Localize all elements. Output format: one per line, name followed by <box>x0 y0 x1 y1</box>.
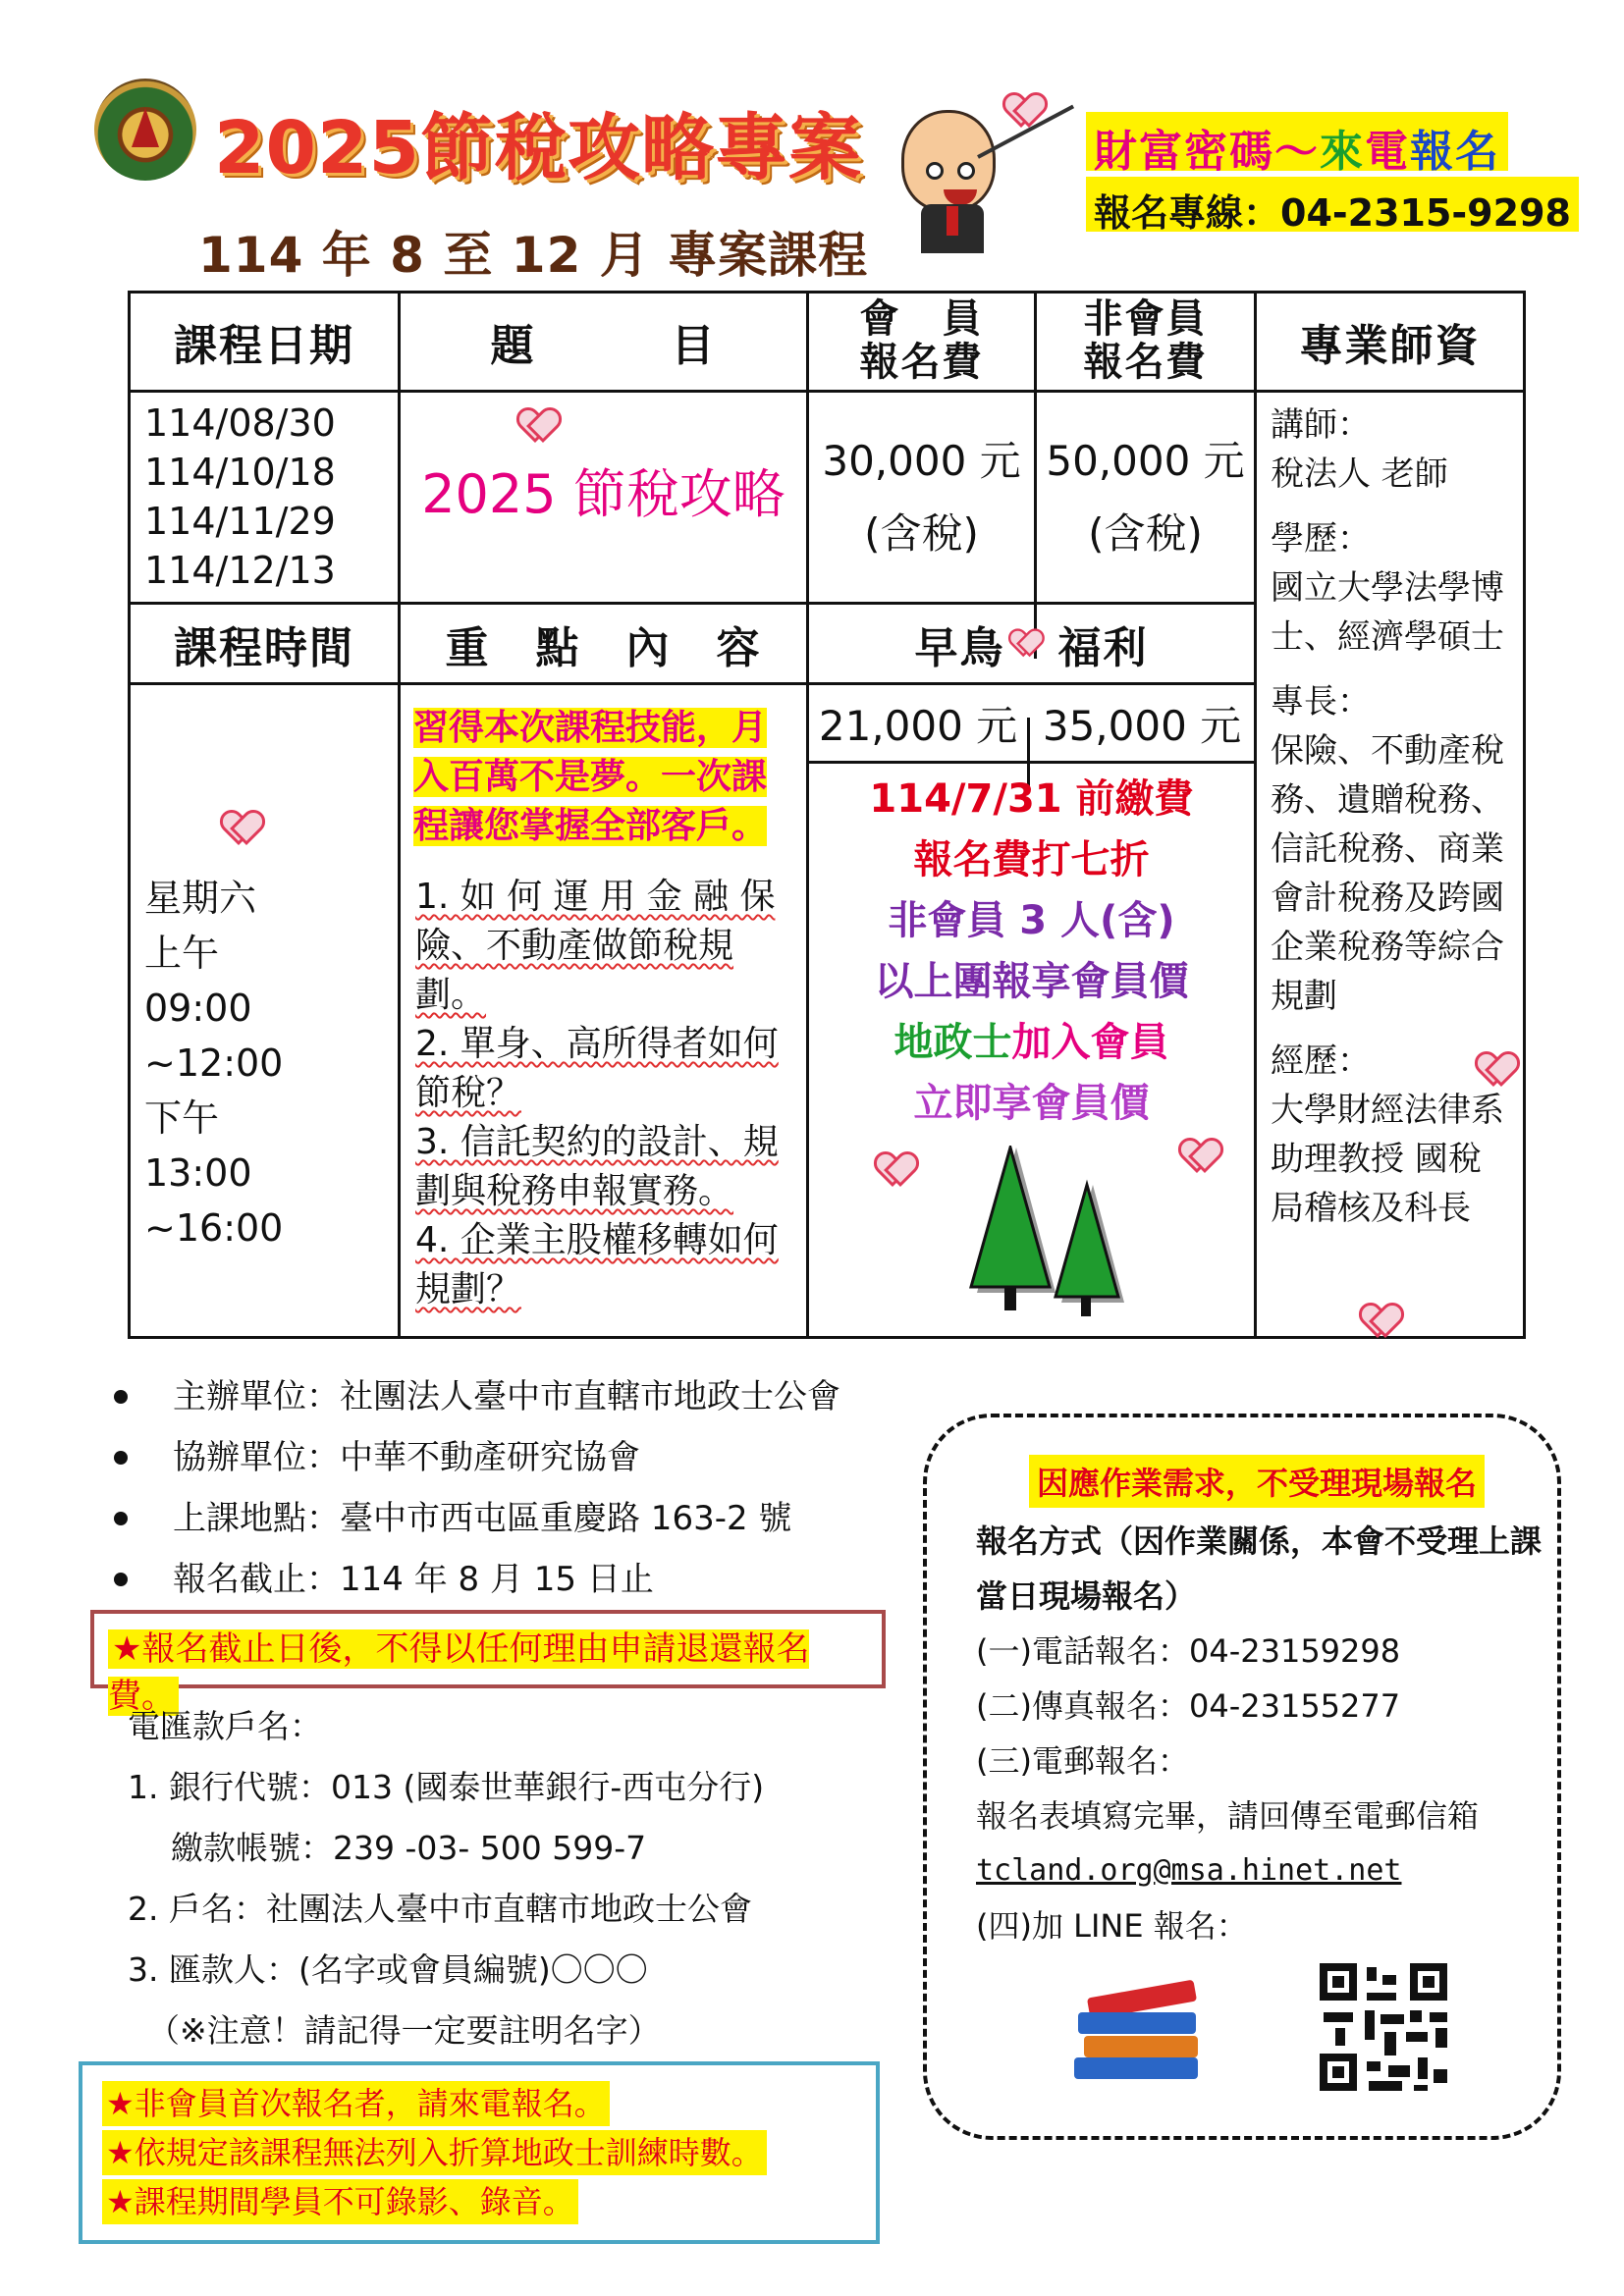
nonmember-fee: 50,000 元 (含稅) <box>1046 437 1245 558</box>
course-date: 114/10/18 <box>144 451 336 494</box>
header-teacher: 專業師資 <box>1299 321 1481 371</box>
early-bird-promo: 114/7/31 前繳費 報名費打七折 非會員 3 人(含) 以上團報享會員價 地政士加入會員 立即享會員價 <box>869 776 1194 1126</box>
important-notes: ★非會員首次報名者，請來電報名。 ★依規定該課程無法列入折算地政士訓練時數。 ★課程期間學員不可錄影、錄音。 <box>79 2061 880 2244</box>
list-item: 3. 信託契約的設計、規劃與稅務申報實務。 <box>415 1122 779 1211</box>
page-subtitle: 114 年 8 至 12 月 專案課程 <box>198 227 869 284</box>
list-item: 2. 單身、高所得者如何節稅？ <box>415 1024 779 1113</box>
header-course-time: 課程時間 <box>174 622 354 673</box>
list-item: 上課地點：臺中市西屯區重慶路 163-2 號 <box>114 1488 840 1549</box>
list-item: 主辦單位：社團法人臺中市直轄市地政士公會 <box>114 1366 840 1427</box>
heart-icon <box>1362 1305 1395 1334</box>
header-nonmember-fee: 非會員 報名費 <box>1083 296 1208 385</box>
books-illustration <box>1068 1979 1216 2077</box>
course-highlight: 習得本次課程技能，月入百萬不是夢。一次課程讓您掌握全部客戶。 <box>413 708 768 846</box>
header-topic: 題 目 <box>490 321 717 371</box>
heart-icon <box>1010 630 1037 654</box>
callout-slogan: 財富密碼～來電報名 <box>1086 112 1508 171</box>
association-seal-logo <box>94 79 196 181</box>
page-title: 2025節稅攻略專案 <box>214 106 862 190</box>
course-times: 星期六 上午 09:00 ~12:00 下午 13:00 ~16:00 <box>144 877 284 1250</box>
header-early-bird: 早鳥 福利 <box>914 622 1149 673</box>
teacher-pointer-illustration <box>884 96 1080 243</box>
header-key-content: 重 點 內 容 <box>445 622 762 673</box>
course-date: 114/08/30 <box>144 401 336 445</box>
registration-phone: 報名專線：04-2315-9298 <box>1086 177 1579 232</box>
list-item: 1. 如 何 運 用 金 融 保 險、不動產做節稅規劃。 <box>415 877 776 1015</box>
member-fee: 30,000 元 (含稅) <box>822 437 1021 558</box>
registration-methods-box: 因應作業需求，不受理現場報名 報名方式（因作業關係，本會不受理上課當日現場報名） (一)電話報名：04-23159298 (二)傳真報名：04-23155277 (三)電郵報名： 報名表填寫完畢，請回傳至電郵信箱 tcland.org@msa.hinet.net (四)加 LINE 報名： <box>923 1414 1561 2140</box>
course-topic: 2025 節稅攻略 <box>421 462 785 525</box>
email-link[interactable]: tcland.org@msa.hinet.net <box>976 1853 1402 1888</box>
bank-transfer-info: 電匯款戶名： 1. 銀行代號：013 (國泰世華銀行-西屯分行) 繳款帳號：239 -03- 500 599-7 2. 戶名：社團法人臺中市直轄市地政士公會 3. 匯款人：(名字或會員編號)〇〇〇 （※注意！請記得一定要註明名字） <box>128 1707 765 2050</box>
refund-warning: ★報名截止日後，不得以任何理由申請退還報名費。 <box>90 1610 886 1688</box>
heart-icon <box>223 812 256 841</box>
course-dates <box>131 393 398 602</box>
heart-icon <box>877 1153 910 1183</box>
heart-icon <box>1005 94 1039 124</box>
event-info-list <box>114 1366 840 1610</box>
list-item: 4. 企業主股權移轉如何規劃？ <box>415 1220 779 1309</box>
list-item: 協辦單位：中華不動產研究協會 <box>114 1427 840 1488</box>
early-nonmember-fee: 35,000 元 <box>1042 701 1242 750</box>
tree-illustration <box>965 1146 1142 1332</box>
list-item: 報名截止：114 年 8 月 15 日止 <box>114 1549 840 1610</box>
teacher-profile: 講師： 稅法人 老師 學歷： 國立大學法學博士、經濟學碩士 專長： 保險、不動產稅務、遺贈稅務、信託稅務、商業會計稅務及跨國企業稅務等綜合規劃 經歷： 大學財經法律系助理教授 國稅局稽核及科長 <box>1271 405 1504 1228</box>
header-member-fee: 會 員 報名費 <box>859 296 984 385</box>
course-date: 114/12/13 <box>144 549 336 592</box>
early-member-fee: 21,000 元 <box>818 701 1018 750</box>
course-schedule-table <box>128 291 1526 1339</box>
heart-icon <box>1478 1053 1511 1083</box>
line-qr-code[interactable] <box>1320 1963 1447 2091</box>
header-course-date: 課程日期 <box>174 321 354 371</box>
course-content-list <box>415 873 800 1314</box>
heart-icon <box>1181 1140 1215 1169</box>
course-date: 114/11/29 <box>144 500 336 543</box>
registration-header: 因應作業需求，不受理現場報名 <box>1029 1455 1485 1508</box>
